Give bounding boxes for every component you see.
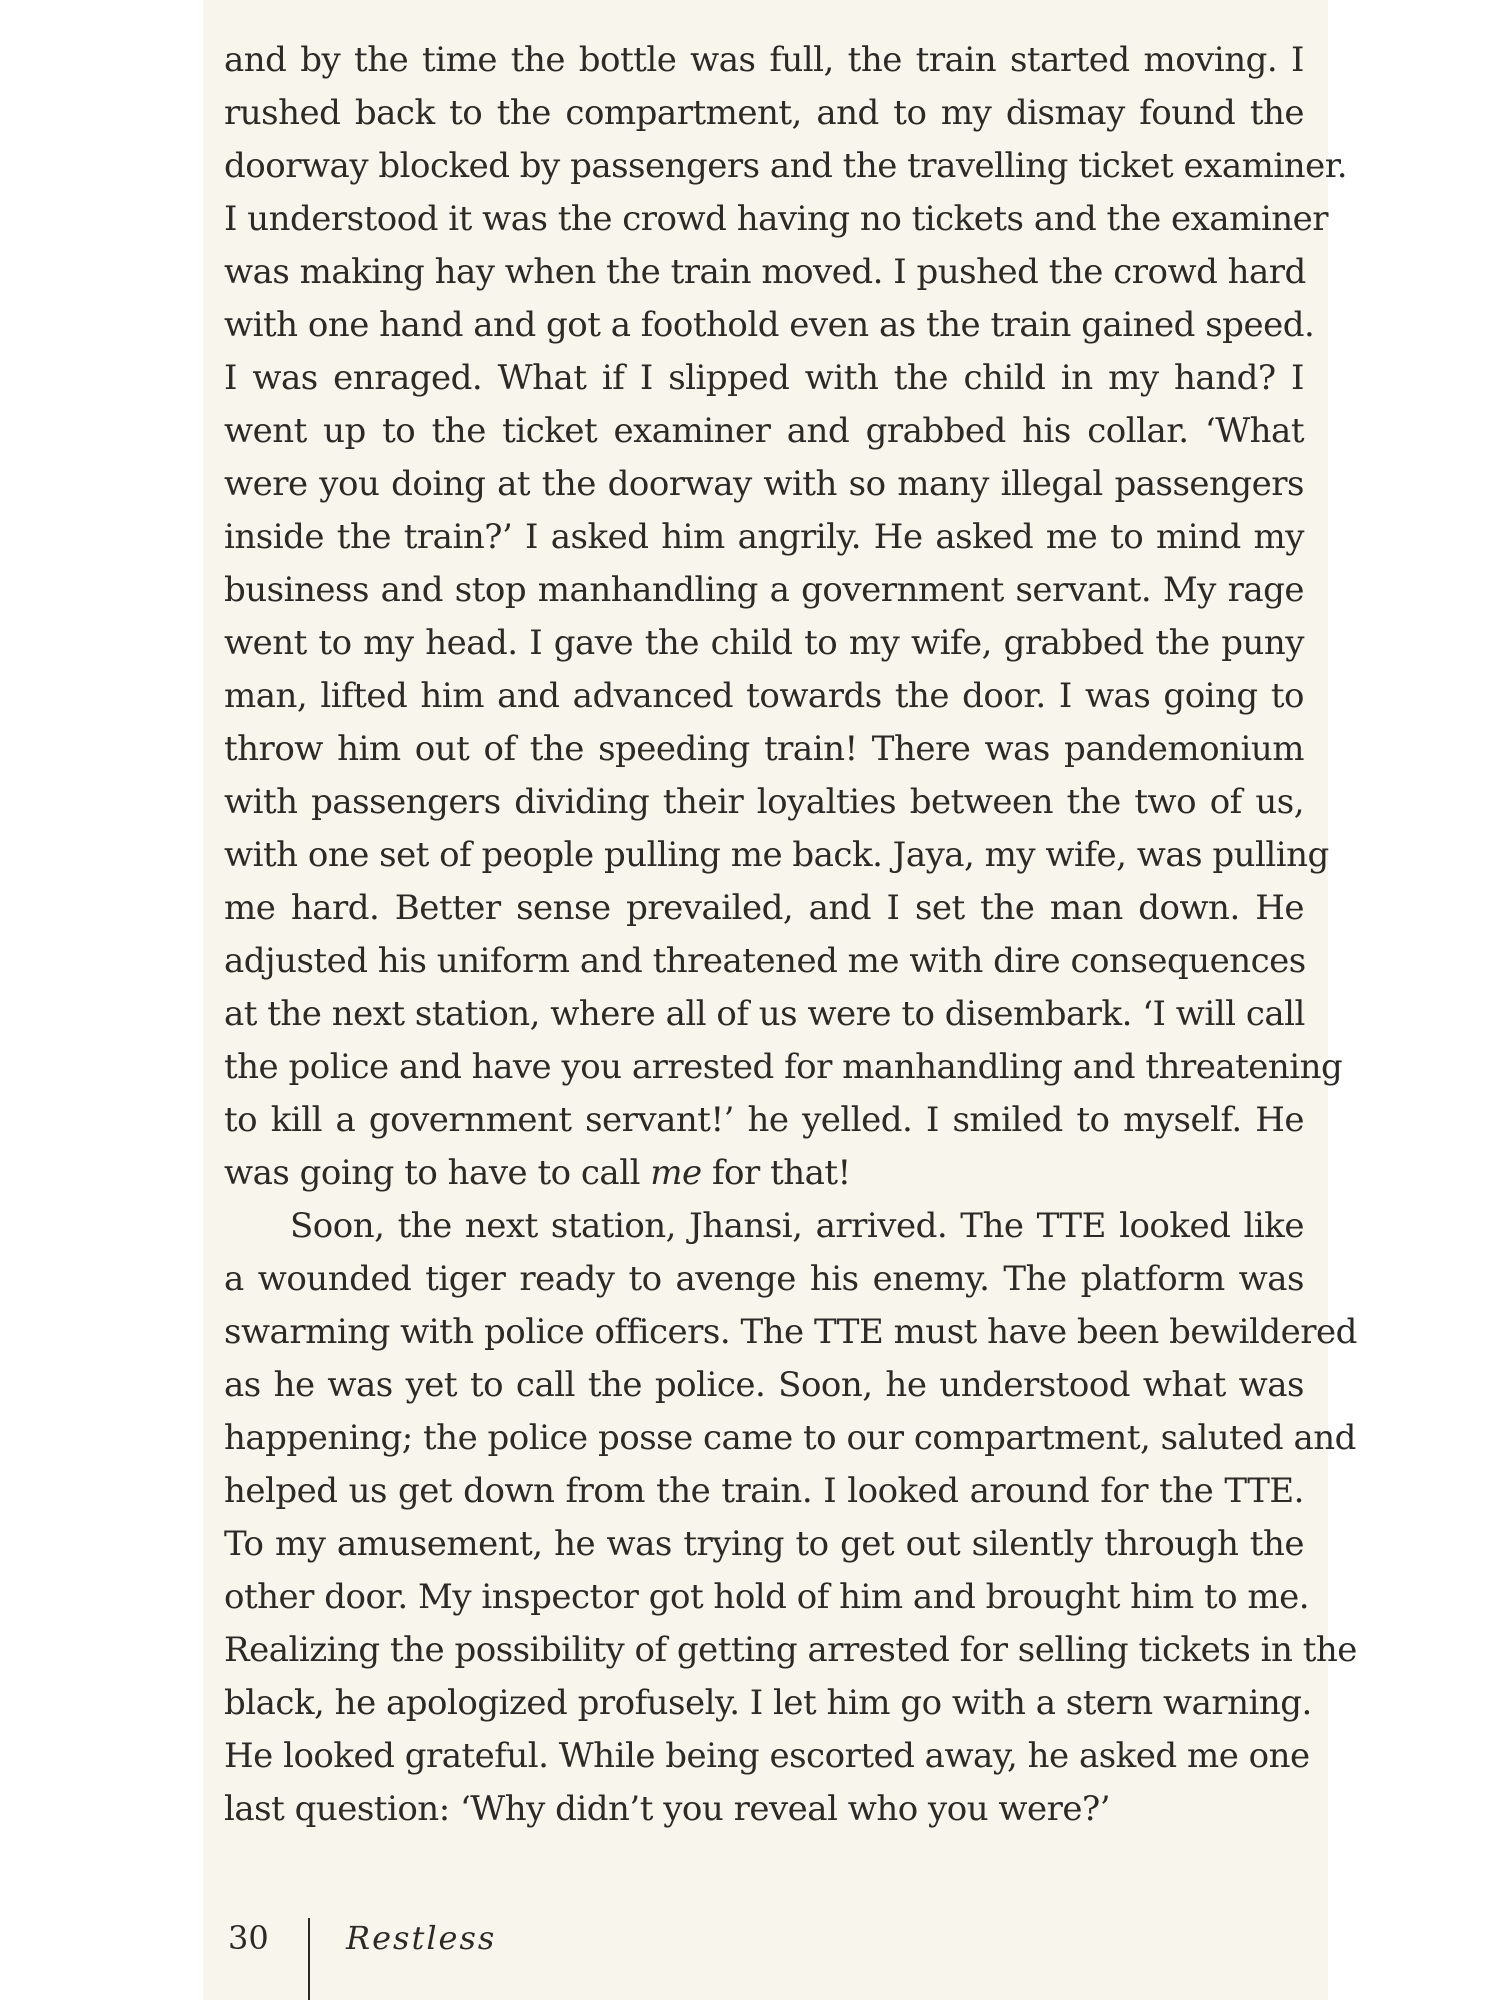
text-line: other door. My inspector got hold of him and brought him to me. <box>224 1577 1310 1617</box>
text-line: Realizing the possibility of getting arrested for selling tickets in the <box>224 1630 1357 1670</box>
text-line: man, lifted him and advanced towards the door. I was going to <box>224 676 1304 716</box>
text-line: and by the time the bottle was full, the train started moving. I <box>224 40 1304 80</box>
text-line: doorway blocked by passengers and the travelling ticket examiner. <box>224 146 1348 186</box>
page-footer <box>228 1918 628 2000</box>
text-line: went to my head. I gave the child to my wife, grabbed the puny <box>224 623 1304 663</box>
text-line: happening; the police posse came to our compartment, saluted and <box>224 1418 1356 1458</box>
text-line: a wounded tiger ready to avenge his enemy. The platform was <box>224 1259 1304 1299</box>
page-number: 30 <box>228 1919 269 1957</box>
text-line: me hard. Better sense prevailed, and I set the man down. He <box>224 888 1304 928</box>
running-title: Restless <box>346 1919 497 1957</box>
text-line: was making hay when the train moved. I pushed the crowd hard <box>224 252 1306 292</box>
text-line: with one hand and got a foothold even as the train gained speed. <box>224 305 1315 345</box>
text-line: black, he apologized profusely. I let him go with a stern warning. <box>224 1683 1312 1723</box>
text-line: with passengers dividing their loyalties between the two of us, <box>224 782 1304 822</box>
text-line: to kill a government servant!’ he yelled. I smiled to myself. He <box>224 1100 1304 1140</box>
text-line: inside the train?’ I asked him angrily. He asked me to mind my <box>224 517 1304 557</box>
body-text <box>224 34 1357 1836</box>
text-line: He looked grateful. While being escorted away, he asked me one <box>224 1736 1310 1776</box>
footer-divider <box>308 1918 310 2000</box>
text-line <box>224 1147 1304 1200</box>
text-fragment: for that! <box>701 1153 851 1193</box>
text-line: as he was yet to call the police. Soon, he understood what was <box>224 1365 1304 1405</box>
text-line: business and stop manhandling a government servant. My rage <box>224 570 1304 610</box>
text-line: throw him out of the speeding train! There was pandemonium <box>224 729 1304 769</box>
text-line: helped us get down from the train. I looked around for the TTE. <box>224 1471 1304 1511</box>
text-line: went up to the ticket examiner and grabbed his collar. ‘What <box>224 411 1304 451</box>
text-line: To my amusement, he was trying to get out silently through the <box>224 1524 1304 1564</box>
text-line: I was enraged. What if I slipped with the child in my hand? I <box>224 358 1304 398</box>
paragraph-first-line: Soon, the next station, Jhansi, arrived. The TTE looked like <box>290 1206 1304 1246</box>
text-line: swarming with police officers. The TTE must have been bewildered <box>224 1312 1357 1352</box>
text-fragment: was going to have to call <box>224 1153 651 1193</box>
emphasis-text: me <box>650 1153 702 1193</box>
text-line: last question: ‘Why didn’t you reveal who you were?’ <box>224 1789 1111 1829</box>
text-line: adjusted his uniform and threatened me with dire consequences <box>224 941 1306 981</box>
text-line: with one set of people pulling me back. Jaya, my wife, was pulling <box>224 835 1329 875</box>
text-line: the police and have you arrested for manhandling and threatening <box>224 1047 1343 1087</box>
text-line: were you doing at the doorway with so many illegal passengers <box>224 464 1304 504</box>
text-line: at the next station, where all of us were to disembark. ‘I will call <box>224 994 1305 1034</box>
text-line: I understood it was the crowd having no tickets and the examiner <box>224 199 1328 239</box>
text-line: rushed back to the compartment, and to my dismay found the <box>224 93 1304 133</box>
